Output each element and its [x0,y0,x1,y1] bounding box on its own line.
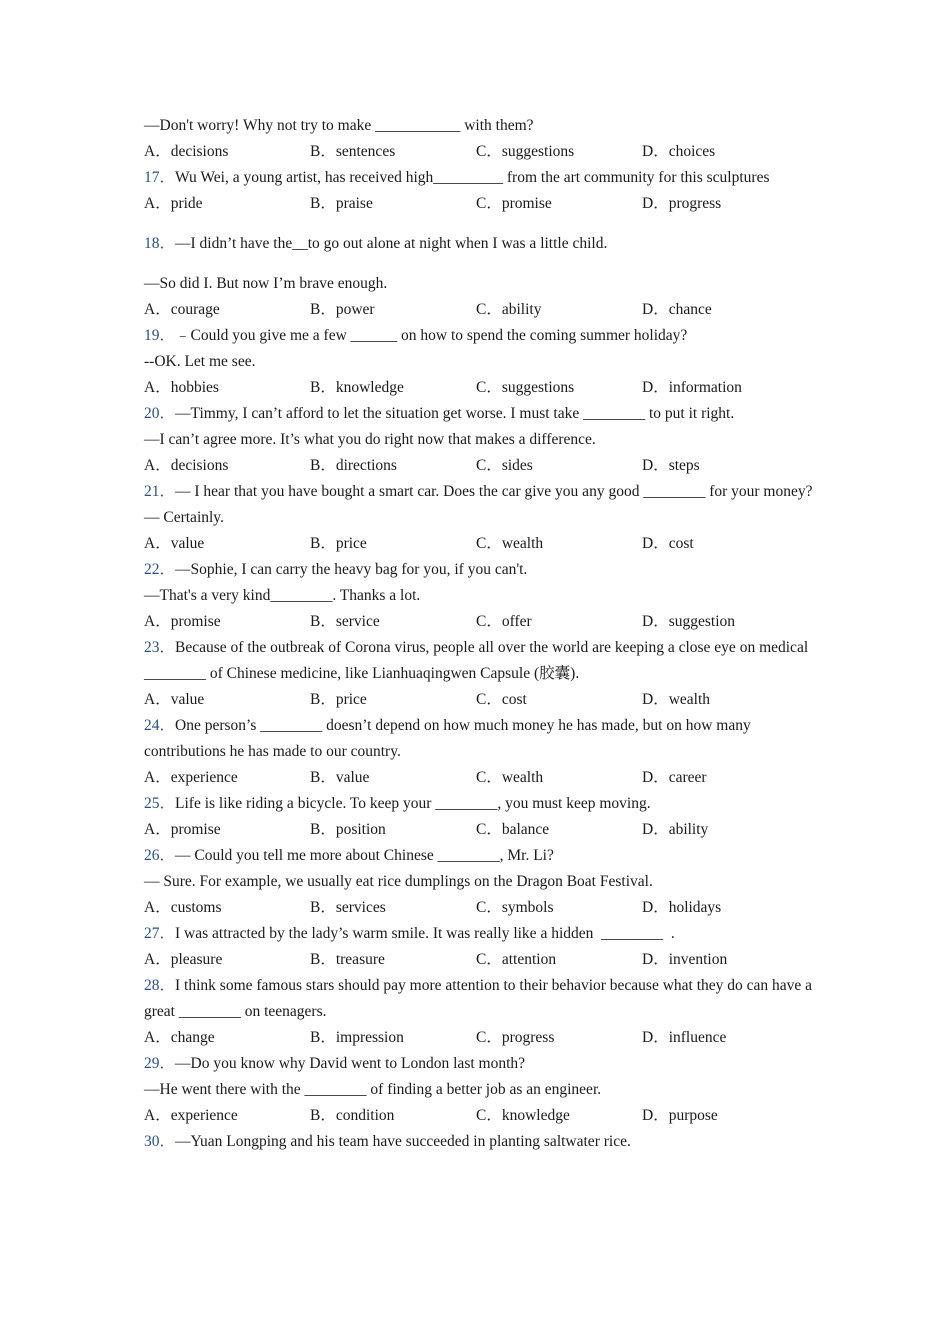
question-reply: — Certainly. [144,509,224,526]
option-a[interactable]: A．experience [144,769,238,786]
question-text: 24．One person’s ________ doesn’t depend on how much money he has made, but on how many contributions he has made to our country. [144,717,751,760]
option-a[interactable]: A．decisions [144,143,229,160]
question-number: 27． [144,925,176,942]
option-b[interactable]: B．praise [310,195,373,212]
option-d[interactable]: D．progress [642,195,722,212]
answer-options [144,1025,814,1051]
question-number: 19． [144,327,176,344]
option-a[interactable]: A．change [144,1029,215,1046]
option-d[interactable]: D．purpose [642,1107,718,1124]
answer-options [144,453,814,479]
option-b[interactable]: B．condition [310,1107,395,1124]
option-c[interactable]: C．promise [476,195,552,212]
option-c[interactable]: C．wealth [476,769,544,786]
question-text: 28．I think some famous stars should pay more attention to their behavior because what they do can have a great ________ on teenagers. [144,977,813,1020]
option-d[interactable]: D．choices [642,143,716,160]
question-20 [144,401,814,479]
option-b[interactable]: B．sentences [310,143,396,160]
option-a[interactable]: A．hobbies [144,379,219,396]
option-d[interactable]: D．holidays [642,899,722,916]
question-text: 30．—Yuan Longping and his team have succeeded in planting saltwater rice. [144,1133,631,1150]
answer-options [144,947,814,973]
question-number: 21． [144,483,176,500]
option-c[interactable]: C．sides [476,457,533,474]
question-reply: --OK. Let me see. [144,353,256,370]
option-c[interactable]: C．cost [476,691,527,708]
option-c[interactable]: C．balance [476,821,550,838]
option-c[interactable]: C．ability [476,301,542,318]
question-list [144,113,814,1155]
question-24 [144,713,814,791]
option-d[interactable]: D．cost [642,535,694,552]
question-number: 23． [144,639,176,656]
question-text: 20．—Timmy, I can’t afford to let the situation get worse. I must take ________ to put it right. [144,405,735,422]
question-text: 17．Wu Wei, a young artist, has received high_________ from the art community for this sculptures [144,169,770,186]
answer-options [144,609,814,635]
option-a[interactable]: A．value [144,535,205,552]
question-text: 21．— I hear that you have bought a smart car. Does the car give you any good ________ for your money? [144,483,813,500]
option-b[interactable]: B．impression [310,1029,404,1046]
question-number: 20． [144,405,176,422]
answer-options [144,765,814,791]
question-number: 26． [144,847,176,864]
question-29 [144,1051,814,1129]
question-30 [144,1129,814,1155]
option-d[interactable]: D．suggestion [642,613,736,630]
question-reply: — Sure. For example, we usually eat rice dumplings on the Dragon Boat Festival. [144,873,653,890]
answer-options [144,297,814,323]
option-d[interactable]: D．influence [642,1029,727,1046]
option-d[interactable]: D．invention [642,951,728,968]
question-number: 28． [144,977,176,994]
option-b[interactable]: B．value [310,769,370,786]
option-a[interactable]: A．pleasure [144,951,223,968]
question-text: 18．—I didn’t have the__to go out alone at night when I was a little child. [144,235,608,252]
option-a[interactable]: A．courage [144,301,220,318]
option-d[interactable]: D．chance [642,301,712,318]
question-number: 17． [144,169,176,186]
question-text: 19．﹣Could you give me a few ______ on how to spend the coming summer holiday? [144,327,688,344]
answer-options [144,531,814,557]
question-number: 22． [144,561,176,578]
question-number: 18． [144,235,176,252]
option-a[interactable]: A．pride [144,195,203,212]
option-d[interactable]: D．steps [642,457,700,474]
question-text: 29．—Do you know why David went to London last month? [144,1055,526,1072]
question-reply: —So did I. But now I’m brave enough. [144,275,388,292]
answer-options [144,375,814,401]
option-a[interactable]: A．promise [144,613,221,630]
option-d[interactable]: D．ability [642,821,709,838]
option-b[interactable]: B．directions [310,457,397,474]
option-c[interactable]: C．knowledge [476,1107,570,1124]
question-number: 29． [144,1055,176,1072]
option-a[interactable]: A．customs [144,899,222,916]
question-25 [144,791,814,843]
option-a[interactable]: A．promise [144,821,221,838]
option-b[interactable]: B．price [310,691,367,708]
question-19 [144,323,814,401]
option-c[interactable]: C．wealth [476,535,544,552]
answer-options [144,1103,814,1129]
question-reply: —That's a very kind________. Thanks a lot. [144,587,421,604]
question-18 [144,231,814,323]
answer-options [144,191,814,217]
option-b[interactable]: B．power [310,301,375,318]
question-17 [144,165,814,217]
question-28 [144,973,814,1051]
answer-options [144,687,814,713]
question-23 [144,635,814,713]
option-d[interactable]: D．career [642,769,707,786]
option-b[interactable]: B．service [310,613,380,630]
option-c[interactable]: C．symbols [476,899,554,916]
question-21 [144,479,814,557]
option-d[interactable]: D．information [642,379,742,396]
option-a[interactable]: A．decisions [144,457,229,474]
question-text: —Don't worry! Why not try to make ___________ with them? [144,117,534,134]
answer-options [144,139,814,165]
option-b[interactable]: B．knowledge [310,379,404,396]
question-22 [144,557,814,635]
question-text: 23．Because of the outbreak of Corona virus, people all over the world are keeping a close eye on medical ________ of Chinese medicine, like Lianhuaqingwen Capsule (胶囊). [144,639,809,682]
option-c[interactable]: C．suggestions [476,143,575,160]
question-number: 25． [144,795,176,812]
option-b[interactable]: B．position [310,821,386,838]
option-b[interactable]: B．price [310,535,367,552]
question-16-continued [144,113,814,165]
option-c[interactable]: C．attention [476,951,557,968]
option-b[interactable]: B．treasure [310,951,385,968]
option-c[interactable]: C．offer [476,613,532,630]
question-reply: —I can’t agree more. It’s what you do right now that makes a difference. [144,431,596,448]
question-number: 24． [144,717,176,734]
answer-options [144,817,814,843]
option-a[interactable]: A．value [144,691,205,708]
question-text: 26．— Could you tell me more about Chinese ________, Mr. Li? [144,847,554,864]
option-d[interactable]: D．wealth [642,691,711,708]
question-text: 22．—Sophie, I can carry the heavy bag for you, if you can't. [144,561,528,578]
question-reply: —He went there with the ________ of finding a better job as an engineer. [144,1081,602,1098]
question-26 [144,843,814,921]
option-c[interactable]: C．suggestions [476,379,575,396]
option-b[interactable]: B．services [310,899,386,916]
question-27 [144,921,814,973]
question-text: 25．Life is like riding a bicycle. To keep your ________, you must keep moving. [144,795,651,812]
question-text: 27．I was attracted by the lady’s warm smile. It was really like a hidden ________ . [144,925,675,942]
question-number: 30． [144,1133,176,1150]
answer-options [144,895,814,921]
option-c[interactable]: C．progress [476,1029,555,1046]
option-a[interactable]: A．experience [144,1107,238,1124]
